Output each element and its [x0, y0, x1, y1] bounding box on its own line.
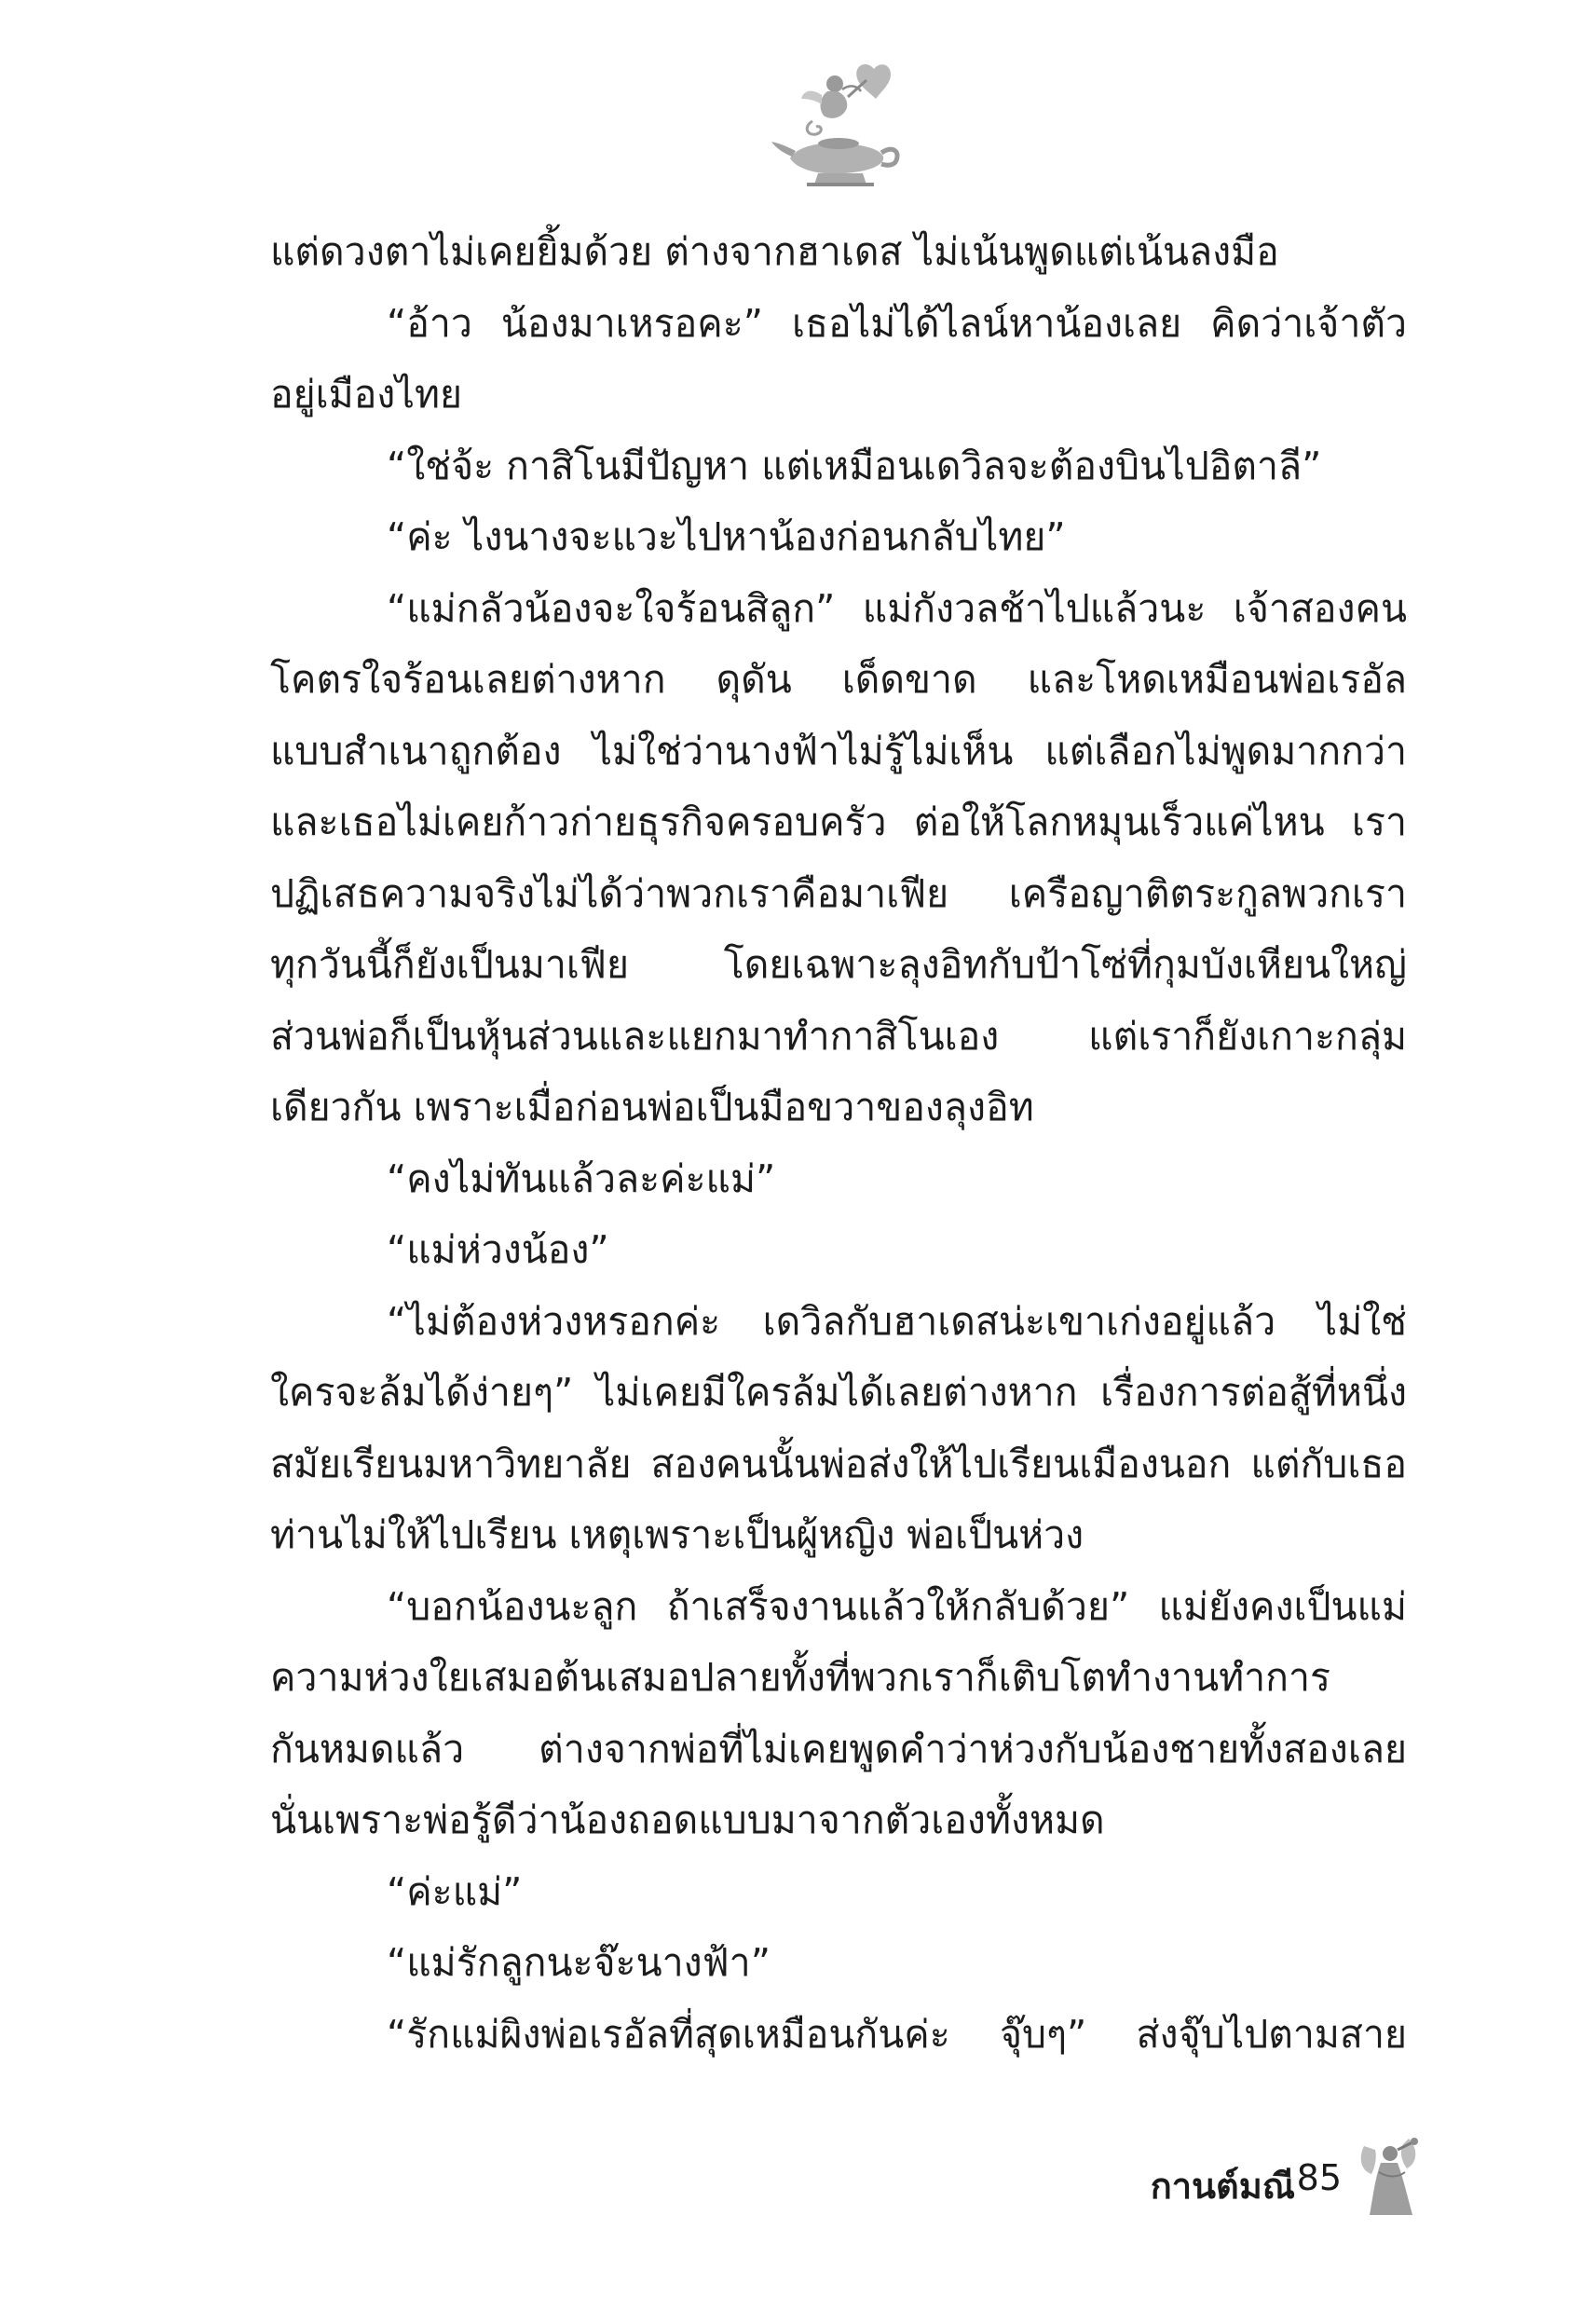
text-line: “ไม่ต้องห่วงหรอกค่ะ เดวิลกับฮาเดสน่ะเขาเก่งอยู่แล้ว ไม่ใช่ [387, 1298, 1407, 1344]
text-line: “คงไม่ทันแล้วละค่ะแม่” [387, 1156, 776, 1201]
text-line: ท่านไม่ให้ไปเรียน เหตุเพราะเป็นผู้หญิง พ่อเป็นห่วง [270, 1512, 1084, 1557]
text-line: และเธอไม่เคยก้าวก่ายธุรกิจครอบครัว ต่อให้โลกหมุนเร็วแค่ไหน เรา [270, 800, 1407, 844]
text-line: “ใช่จ้ะ กาสิโนมีปัญหา แต่เหมือนเดวิลจะต้องบินไปอิตาลี” [387, 443, 1322, 488]
text-line: ความห่วงใยเสมอต้นเสมอปลายทั้งที่พวกเราก็เติบโตทำงานทำการ [270, 1655, 1331, 1700]
page-footer [1071, 2129, 1463, 2232]
text-line: “รักแม่ผิงพ่อเรอัลที่สุดเหมือนกันค่ะ จุ๊บๆ” ส่งจุ๊บไปตามสาย [387, 2011, 1407, 2057]
text-line: “บอกน้องนะลูก ถ้าเสร็จงานแล้วให้กลับด้วย” แม่ยังคงเป็นแม่ [387, 1583, 1407, 1629]
text-line: ทุกวันนี้ก็ยังเป็นมาเฟีย โดยเฉพาะลุงอิทกับป้าโซ่ที่กุมบังเหียนใหญ่ [270, 942, 1407, 987]
text-line: “แม่กลัวน้องจะใจร้อนสิลูก” แม่กังวลช้าไปแล้วนะ เจ้าสองคน [387, 585, 1407, 631]
text-line: กันหมดแล้ว ต่างจากพ่อที่ไม่เคยพูดคำว่าห่วงกับน้องชายทั้งสองเลย [270, 1726, 1407, 1771]
angel-icon [1351, 2129, 1425, 2222]
text-line: “อ้าว น้องมาเหรอคะ” เธอไม่ได้ไลน์หาน้องเลย คิดว่าเจ้าตัว [387, 300, 1407, 346]
text-line: สมัยเรียนมหาวิทยาลัย สองคนนั้นพ่อส่งให้ไปเรียนเมืองนอก แต่กับเธอ [270, 1441, 1407, 1486]
text-line: “แม่รักลูกนะจ๊ะนางฟ้า” [387, 1940, 771, 1985]
text-line: แต่ดวงตาไม่เคยยิ้มด้วย ต่างจากฮาเดส ไม่เน้นพูดแต่เน้นลงมือ [270, 229, 1279, 274]
text-line: ปฏิเสธความจริงไม่ได้ว่าพวกเราคือมาเฟีย เครือญาติตระกูลพวกเรา [270, 870, 1407, 916]
text-line: ส่วนพ่อก็เป็นหุ้นส่วนและแยกมาทำกาสิโนเอง แต่เราก็ยังเกาะกลุ่ม [270, 1013, 1407, 1059]
body-text [270, 216, 1407, 2070]
text-line: “ค่ะแม่” [387, 1868, 523, 1914]
cupid-teapot-ornament-icon [770, 56, 909, 196]
text-line: นั่นเพราะพ่อรู้ดีว่าน้องถอดแบบมาจากตัวเองทั้งหมด [270, 1798, 1105, 1842]
text-line: เดียวกัน เพราะเมื่อก่อนพ่อเป็นมือขวาของลุงอิท [270, 1085, 1034, 1129]
text-line: แบบสำเนาถูกต้อง ไม่ใช่ว่านางฟ้าไม่รู้ไม่เห็น แต่เลือกไม่พูดมากกว่า [270, 728, 1407, 773]
text-line: อยู่เมืองไทย [270, 372, 463, 417]
text-line: “ค่ะ ไงนางจะแวะไปหาน้องก่อนกลับไทย” [387, 514, 1066, 559]
text-line: ใครจะล้มได้ง่ายๆ” ไม่เคยมีใครล้มได้เลยต่างหาก เรื่องการต่อสู้ที่หนึ่ง [270, 1370, 1407, 1415]
text-line: โคตรใจร้อนเลยต่างหาก ดุดัน เด็ดขาด และโหดเหมือนพ่อเรอัล [270, 657, 1407, 702]
page-number: 85 [1296, 2157, 1342, 2198]
text-line: “แม่ห่วงน้อง” [387, 1227, 609, 1272]
book-title: กานต์มณี [1150, 2166, 1295, 2207]
